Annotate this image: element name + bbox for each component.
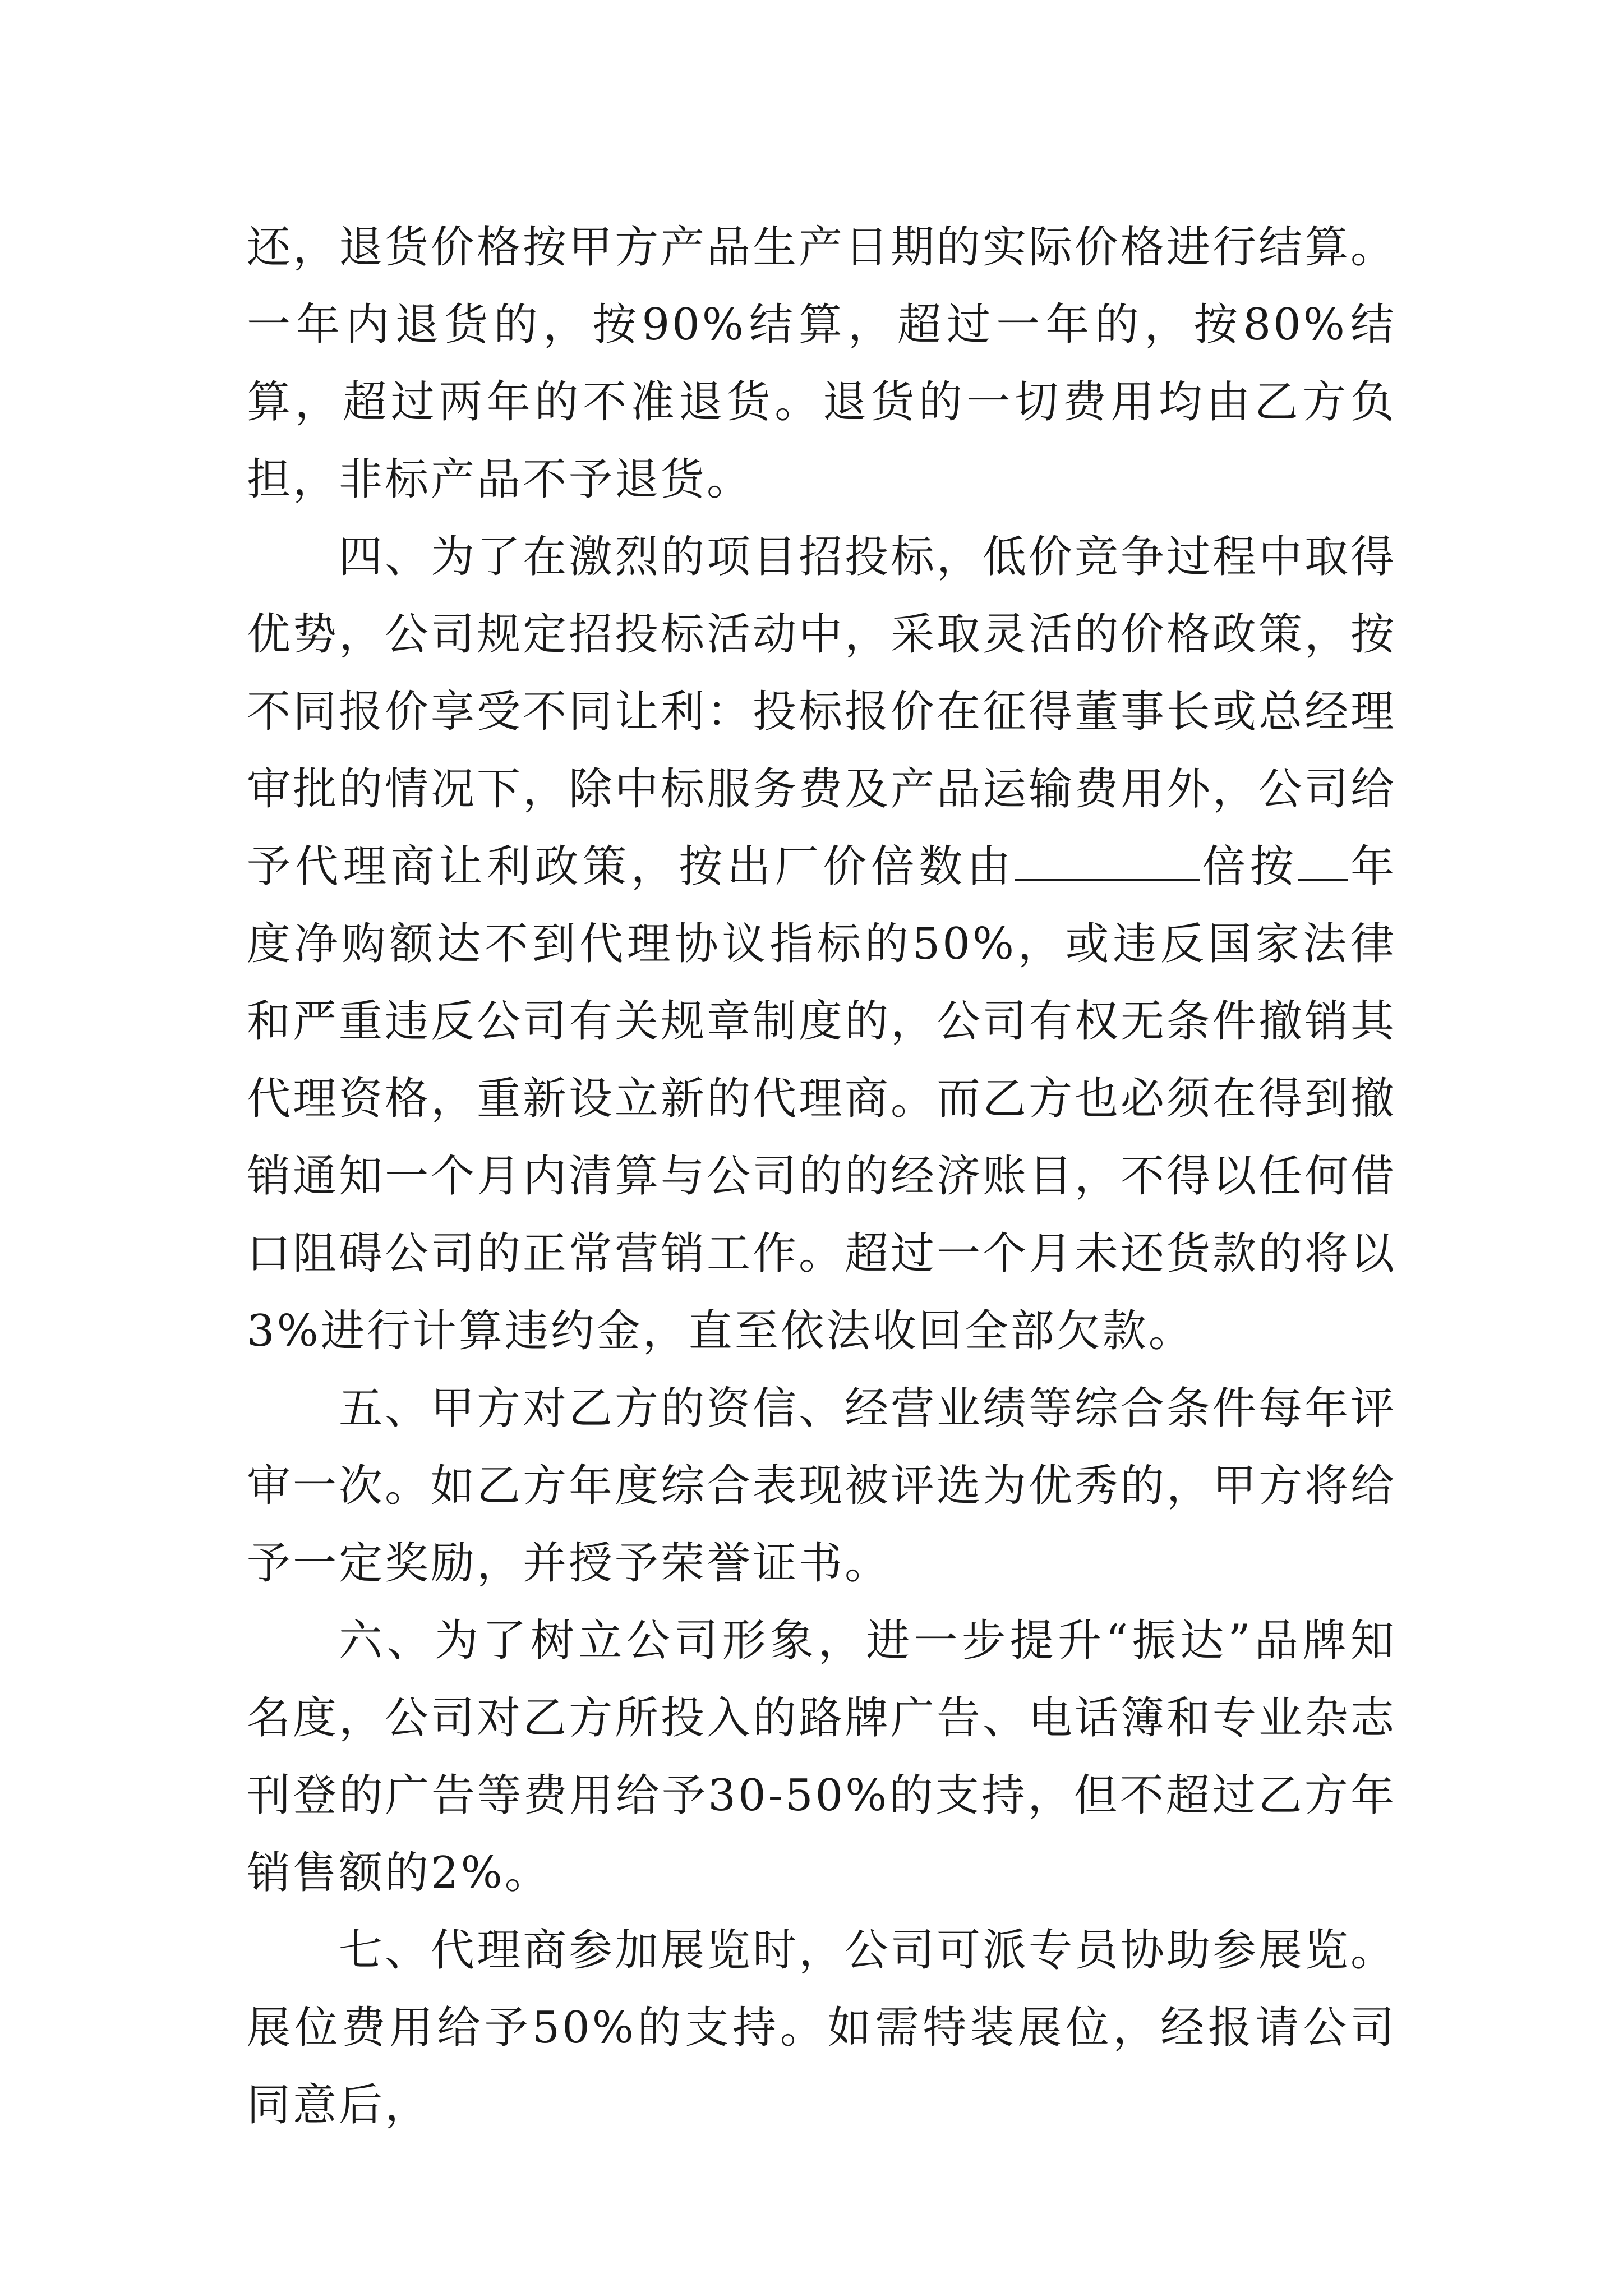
- paragraph-text: 还，退货价格按甲方产品生产日期的实际价格进行结算。一年内退货的，按90%结算，超过一年的，按80%结算，超过两年的不准退货。退货的一切费用均由乙方负担，非标产品不予退货。: [247, 222, 1397, 505]
- paragraph-return-policy: [247, 209, 1396, 518]
- paragraph-text: 年度净购额达不到代理协议指标的50%，或违反国家法律和严重违反公司有关规章制度的，公司有权无条件撤销其代理资格，重新设立新的代理商。而乙方也必须在得到撤销通知一个月内清算与公司的的经济账目，不得以任何借口阻碍公司的正常营销工作。超过一个月未还货款的将以3%进行计算违约金，直至依法收回全部欠款。: [247, 841, 1397, 1356]
- paragraph-text: 四、为了在激烈的项目招投标，低价竞争过程中取得优势，公司规定招投标活动中，采取灵活的价格政策，按不同报价享受不同让利：投标报价在征得董事长或总经理审批的情况下，除中标服务费及产品运输费用外，公司给予代理商让利政策，按出厂价倍数由: [247, 532, 1397, 892]
- document-body: [247, 209, 1396, 2144]
- paragraph-text: 倍按: [1200, 841, 1298, 892]
- paragraph-text: 六、为了树立公司形象，进一步提升“振达”品牌知名度，公司对乙方所投入的路牌广告、电话簿和专业杂志刊登的广告等费用给予30-50%的支持，但不超过乙方年销售额的2%。: [247, 1616, 1397, 1898]
- fill-in-blank-long: [1015, 840, 1200, 881]
- paragraph-section-five: [247, 1370, 1396, 1602]
- paragraph-section-four: [247, 518, 1396, 1370]
- fill-in-blank-short: [1298, 840, 1348, 881]
- paragraph-text: 五、甲方对乙方的资信、经营业绩等综合条件每年评审一次。如乙方年度综合表现被评选为优秀的，甲方将给予一定奖励，并授予荣誉证书。: [247, 1383, 1397, 1589]
- paragraph-section-seven: [247, 1912, 1396, 2144]
- paragraph-text: 七、代理商参加展览时，公司可派专员协助参展览。展位费用给予50%的支持。如需特装展位，经报请公司同意后，: [247, 1925, 1397, 2131]
- paragraph-section-six: [247, 1602, 1396, 1912]
